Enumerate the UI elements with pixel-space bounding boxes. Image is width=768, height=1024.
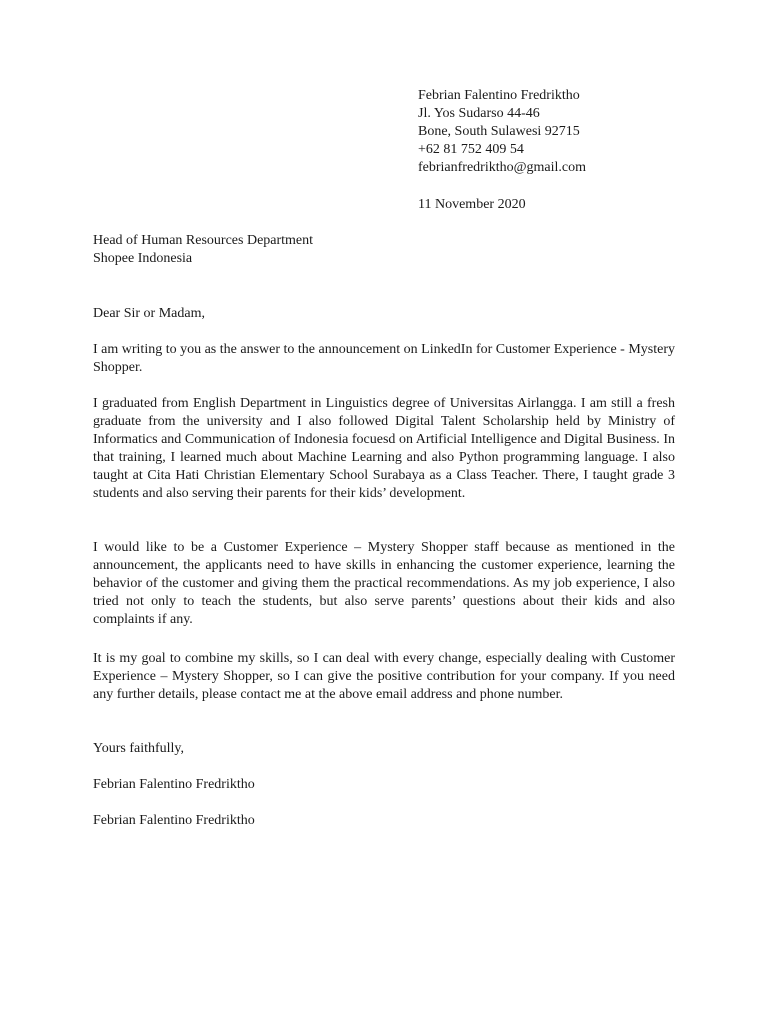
salutation: Dear Sir or Madam, bbox=[93, 306, 205, 321]
letter-date: 11 November 2020 bbox=[418, 197, 526, 212]
closing: Yours faithfully, bbox=[93, 741, 185, 756]
sender-email: febrianfredriktho@gmail.com bbox=[418, 160, 586, 175]
paragraph-motivation: I would like to be a Customer Experience – Mystery Shopper staff because as mentioned in the announcement, the applicants need to have skills in enhancing the customer experience, learning the behavior of the customer and giving them the practical recommendations. As my job experience, I also tried not only to teach the students, but also serve parents’ questions about their kids and also complaints if any. bbox=[93, 540, 675, 627]
paragraph-goal: It is my goal to combine my skills, so I can deal with every change, especially dealing with Customer Experience – Mystery Shopper, so I can give the positive contribution for your company. If you need any further details, please contact me at the above email address and phone number. bbox=[93, 651, 675, 702]
recipient-block bbox=[93, 232, 313, 268]
sender-address-line1: Jl. Yos Sudarso 44-46 bbox=[418, 106, 540, 121]
sender-block bbox=[418, 87, 748, 177]
sender-phone: +62 81 752 409 54 bbox=[418, 142, 524, 157]
recipient-title: Head of Human Resources Department bbox=[93, 233, 314, 248]
signature-name-2: Febrian Falentino Fredriktho bbox=[93, 813, 255, 828]
paragraph-intro: I am writing to you as the answer to the announcement on LinkedIn for Customer Experience - Mystery Shopper. bbox=[93, 342, 676, 375]
sender-name: Febrian Falentino Fredriktho bbox=[418, 88, 580, 103]
paragraph-education: I graduated from English Department in Linguistics degree of Universitas Airlangga. I am still a fresh graduate from the university and I also followed Digital Talent Scholarship held by Ministry of Informatics and Communication of Indonesia focuesd on Artificial Intelligence and Digital Business. In that training, I learned much about Machine Learning and also Python programming language. I also taught at Cita Hati Christian Elementary School Surabaya as a Class Teacher. There, I taught grade 3 students and also serving their parents for their kids’ development. bbox=[93, 396, 675, 501]
signature-name-1: Febrian Falentino Fredriktho bbox=[93, 777, 255, 792]
sender-address-line2: Bone, South Sulawesi 92715 bbox=[418, 124, 580, 139]
recipient-company: Shopee Indonesia bbox=[93, 251, 193, 266]
